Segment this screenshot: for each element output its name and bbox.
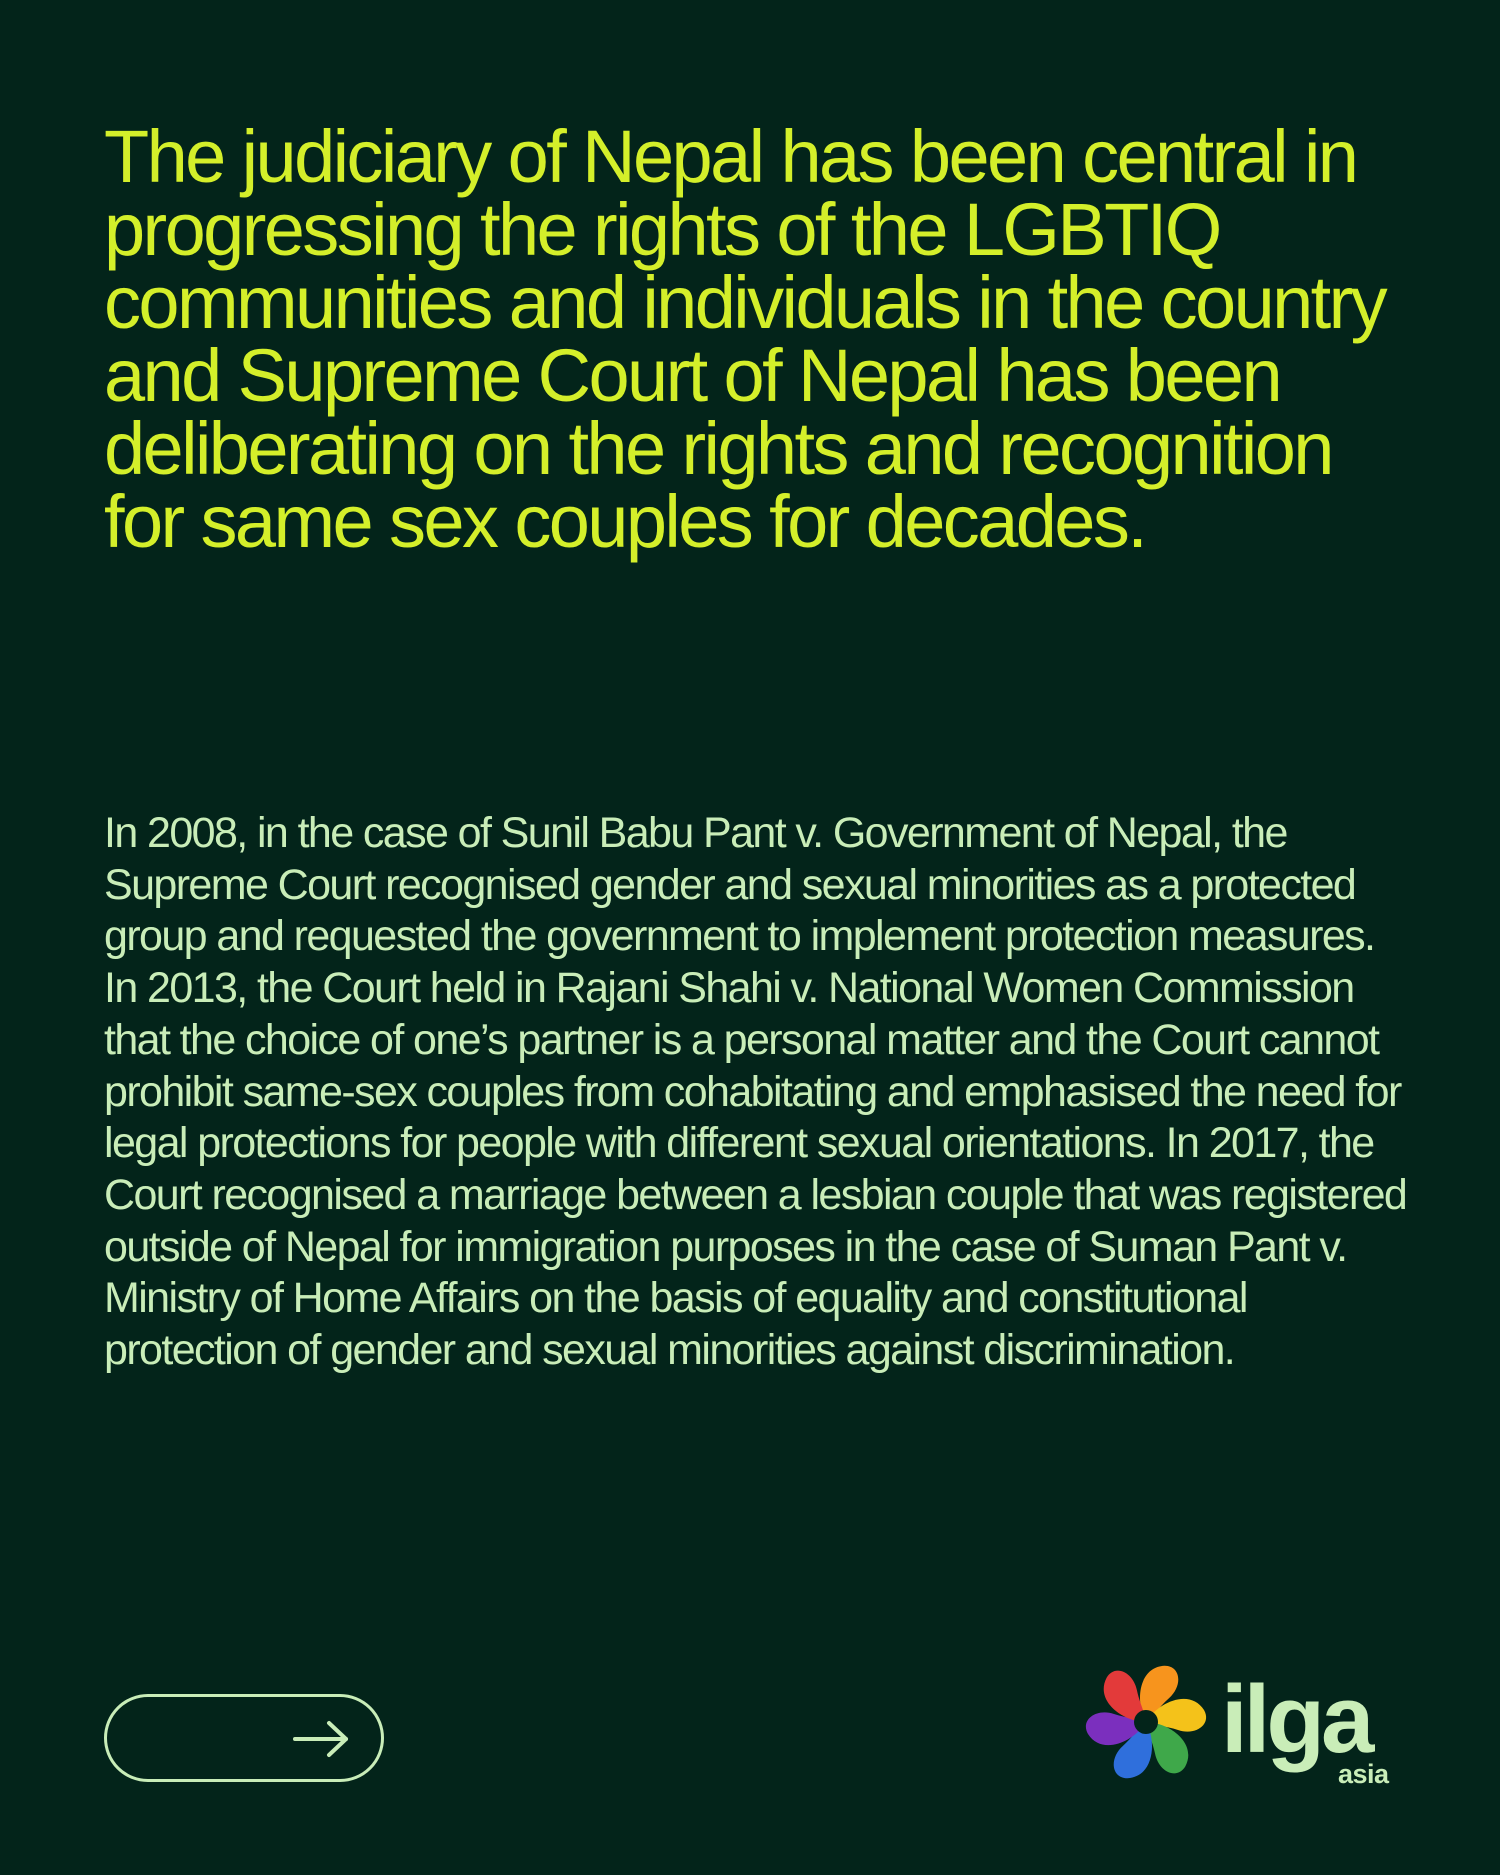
body-text [104, 808, 1424, 1377]
arrow-right-icon [293, 1720, 351, 1758]
rainbow-pinwheel-icon [1076, 1654, 1216, 1794]
paragraph-2013-2017-cases: In 2013, the Court held in Rajani Shahi v. National Women Commission that the choice of one’s partner is a personal matter and the Court cannot prohibit same-sex couples from cohabitating and emphasised the need for legal protections for people with different sexual orientations. In 2017, the Court recognised a marriage between a lesbian couple that was registered outside of Nepal for immigration purposes in the case of Suman Pant v. Ministry of Home Affairs on the basis of equality and constitutional protection of gender and sexual minorities against discrimination. [104, 964, 1407, 1375]
next-button[interactable] [104, 1694, 384, 1782]
ilga-asia-logo [1076, 1654, 1416, 1804]
logo-subtitle: asia [1338, 1759, 1389, 1789]
logo-wordmark: ilga [1221, 1666, 1371, 1773]
headline: The judiciary of Nepal has been central in progressing the rights of the LGBTIQ communities and individuals in the country and Supreme Court of Nepal has been deliberating on the rights and recognition for same sex couples for decades. [104, 115, 1386, 563]
paragraph-2008-case: In 2008, in the case of Sunil Babu Pant v. Government of Nepal, the Supreme Court recognised gender and sexual minorities as a protected group and requested the government to implement protection measures. [104, 809, 1375, 961]
